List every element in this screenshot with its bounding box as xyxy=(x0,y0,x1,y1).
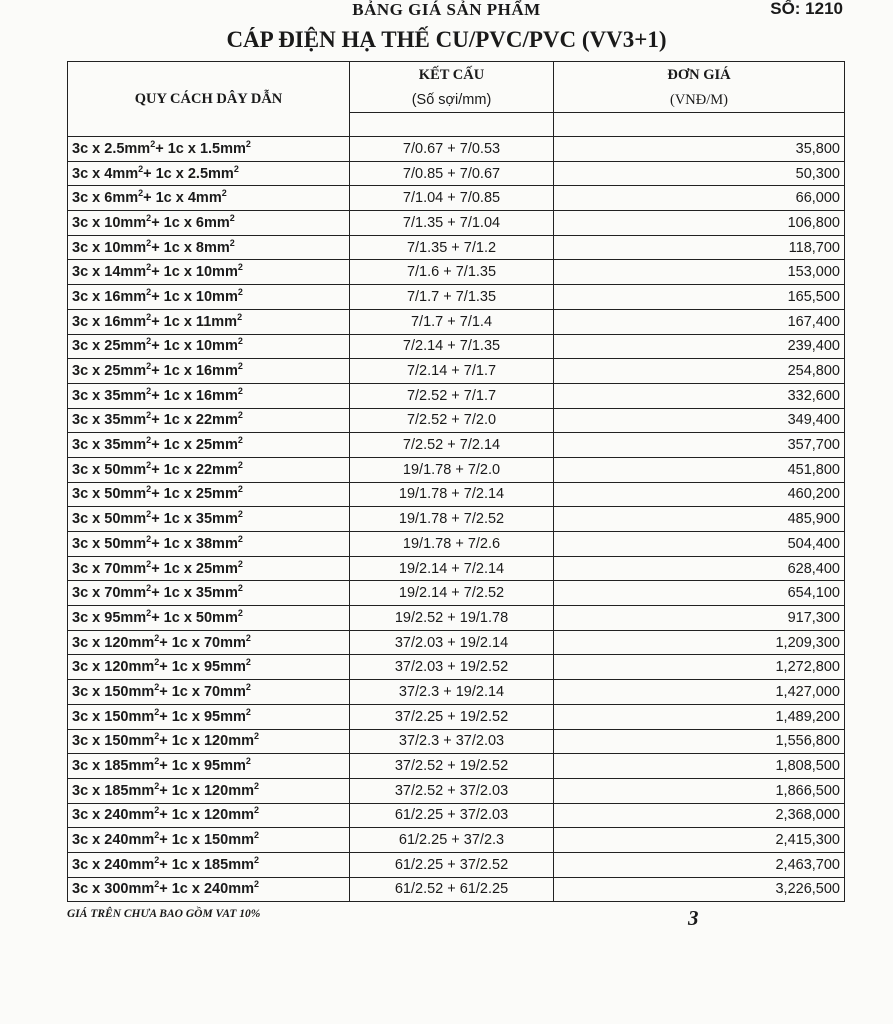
structure-cell: 7/0.85 + 7/0.67 xyxy=(350,161,554,186)
structure-cell: 19/2.52 + 19/1.78 xyxy=(350,606,554,631)
price-cell: 3,226,500 xyxy=(554,877,845,902)
spec-cell xyxy=(68,581,350,606)
header-structure-unit: (Số sợi/mm) xyxy=(350,88,554,113)
structure-cell: 7/2.52 + 7/2.0 xyxy=(350,408,554,433)
squared-superscript: 2 xyxy=(253,731,259,742)
table-row xyxy=(68,482,845,507)
spec-cell xyxy=(68,137,350,162)
spec-cell xyxy=(68,383,350,408)
price-cell: 451,800 xyxy=(554,457,845,482)
structure-cell: 19/2.14 + 7/2.14 xyxy=(350,556,554,581)
squared-superscript: 2 xyxy=(245,681,251,692)
structure-cell: 37/2.3 + 37/2.03 xyxy=(350,729,554,754)
squared-superscript: 2 xyxy=(245,138,251,149)
squared-superscript: 2 xyxy=(154,706,160,717)
squared-superscript: 2 xyxy=(245,657,251,668)
spec-main-conductor: 3c x 35mm xyxy=(72,412,147,429)
price-table xyxy=(67,61,845,902)
squared-superscript: 2 xyxy=(146,361,152,372)
table-row xyxy=(68,137,845,162)
squared-superscript: 2 xyxy=(154,756,160,767)
spec-neutral-conductor: + 1c x 6mm xyxy=(151,214,230,231)
squared-superscript: 2 xyxy=(146,336,152,347)
squared-superscript: 2 xyxy=(221,188,227,199)
price-cell: 332,600 xyxy=(554,383,845,408)
price-cell: 2,415,300 xyxy=(554,828,845,853)
table-row xyxy=(68,334,845,359)
spec-neutral-conductor: + 1c x 10mm xyxy=(151,338,238,355)
spec-main-conductor: 3c x 120mm xyxy=(72,634,155,651)
squared-superscript: 2 xyxy=(237,533,243,544)
table-row xyxy=(68,704,845,729)
spec-neutral-conductor: + 1c x 2.5mm xyxy=(143,165,234,182)
spec-cell xyxy=(68,359,350,384)
spec-main-conductor: 3c x 150mm xyxy=(72,733,155,750)
spec-cell xyxy=(68,828,350,853)
structure-cell: 19/1.78 + 7/2.14 xyxy=(350,482,554,507)
spec-main-conductor: 3c x 25mm xyxy=(72,338,147,355)
table-row xyxy=(68,211,845,236)
structure-cell: 37/2.03 + 19/2.52 xyxy=(350,655,554,680)
table-body xyxy=(68,137,845,902)
spec-cell xyxy=(68,877,350,902)
table-row xyxy=(68,285,845,310)
spec-neutral-conductor: + 1c x 22mm xyxy=(151,461,238,478)
spec-main-conductor: 3c x 14mm xyxy=(72,264,147,281)
squared-superscript: 2 xyxy=(138,163,144,174)
table-row xyxy=(68,235,845,260)
spec-main-conductor: 3c x 150mm xyxy=(72,708,155,725)
table-row xyxy=(68,457,845,482)
spec-cell xyxy=(68,754,350,779)
vat-note: GIÁ TRÊN CHƯA BAO GỒM VAT 10% xyxy=(67,908,261,920)
squared-superscript: 2 xyxy=(237,607,243,618)
structure-cell: 7/2.52 + 7/1.7 xyxy=(350,383,554,408)
price-cell: 153,000 xyxy=(554,260,845,285)
squared-superscript: 2 xyxy=(146,385,152,396)
spec-neutral-conductor: + 1c x 22mm xyxy=(151,412,238,429)
squared-superscript: 2 xyxy=(237,435,243,446)
table-row xyxy=(68,852,845,877)
header-structure: KẾT CẤU xyxy=(350,62,554,89)
spec-neutral-conductor: + 1c x 38mm xyxy=(151,535,238,552)
table-row xyxy=(68,532,845,557)
structure-cell: 19/1.78 + 7/2.6 xyxy=(350,532,554,557)
structure-cell: 19/1.78 + 7/2.0 xyxy=(350,457,554,482)
spec-main-conductor: 3c x 2.5mm xyxy=(72,140,151,157)
squared-superscript: 2 xyxy=(237,509,243,520)
table-row xyxy=(68,433,845,458)
structure-cell: 37/2.25 + 19/2.52 xyxy=(350,704,554,729)
squared-superscript: 2 xyxy=(253,830,259,841)
spec-neutral-conductor: + 1c x 95mm xyxy=(159,659,246,676)
price-cell: 654,100 xyxy=(554,581,845,606)
spec-main-conductor: 3c x 70mm xyxy=(72,560,147,577)
spec-main-conductor: 3c x 185mm xyxy=(72,782,155,799)
spec-neutral-conductor: + 1c x 70mm xyxy=(159,683,246,700)
table-row xyxy=(68,581,845,606)
squared-superscript: 2 xyxy=(154,805,160,816)
squared-superscript: 2 xyxy=(237,410,243,421)
squared-superscript: 2 xyxy=(237,286,243,297)
squared-superscript: 2 xyxy=(154,830,160,841)
header-spec: QUY CÁCH DÂY DẪN xyxy=(68,62,350,137)
squared-superscript: 2 xyxy=(237,311,243,322)
table-row xyxy=(68,408,845,433)
table-row xyxy=(68,309,845,334)
squared-superscript: 2 xyxy=(146,435,152,446)
spec-cell xyxy=(68,211,350,236)
price-cell: 1,556,800 xyxy=(554,729,845,754)
spec-cell xyxy=(68,235,350,260)
spec-main-conductor: 3c x 300mm xyxy=(72,881,155,898)
structure-cell: 61/2.25 + 37/2.03 xyxy=(350,803,554,828)
squared-superscript: 2 xyxy=(146,311,152,322)
structure-cell: 19/2.14 + 7/2.52 xyxy=(350,581,554,606)
spec-main-conductor: 3c x 35mm xyxy=(72,437,147,454)
spec-main-conductor: 3c x 10mm xyxy=(72,239,147,256)
spec-neutral-conductor: + 1c x 10mm xyxy=(151,264,238,281)
spec-main-conductor: 3c x 4mm xyxy=(72,165,139,182)
spec-cell xyxy=(68,433,350,458)
price-cell: 349,400 xyxy=(554,408,845,433)
squared-superscript: 2 xyxy=(245,706,251,717)
table-row xyxy=(68,803,845,828)
spec-neutral-conductor: + 1c x 95mm xyxy=(159,758,246,775)
structure-cell: 37/2.52 + 19/2.52 xyxy=(350,754,554,779)
table-row xyxy=(68,161,845,186)
spec-main-conductor: 3c x 150mm xyxy=(72,683,155,700)
spec-neutral-conductor: + 1c x 70mm xyxy=(159,634,246,651)
table-row xyxy=(68,556,845,581)
table-row xyxy=(68,260,845,285)
spec-neutral-conductor: + 1c x 185mm xyxy=(159,856,254,873)
spec-cell xyxy=(68,285,350,310)
squared-superscript: 2 xyxy=(146,583,152,594)
table-row xyxy=(68,383,845,408)
spec-cell xyxy=(68,457,350,482)
structure-cell: 61/2.25 + 37/2.52 xyxy=(350,852,554,877)
squared-superscript: 2 xyxy=(146,484,152,495)
squared-superscript: 2 xyxy=(237,459,243,470)
squared-superscript: 2 xyxy=(233,163,239,174)
squared-superscript: 2 xyxy=(154,681,160,692)
table-row xyxy=(68,630,845,655)
price-cell: 165,500 xyxy=(554,285,845,310)
price-cell: 1,209,300 xyxy=(554,630,845,655)
spec-main-conductor: 3c x 10mm xyxy=(72,214,147,231)
squared-superscript: 2 xyxy=(237,558,243,569)
squared-superscript: 2 xyxy=(154,854,160,865)
spec-cell xyxy=(68,606,350,631)
spec-main-conductor: 3c x 240mm xyxy=(72,807,155,824)
price-cell: 2,368,000 xyxy=(554,803,845,828)
squared-superscript: 2 xyxy=(146,533,152,544)
structure-cell: 7/2.14 + 7/1.7 xyxy=(350,359,554,384)
squared-superscript: 2 xyxy=(253,780,259,791)
price-cell: 485,900 xyxy=(554,507,845,532)
table-row xyxy=(68,186,845,211)
price-cell: 50,300 xyxy=(554,161,845,186)
squared-superscript: 2 xyxy=(237,262,243,273)
page-number: 3 xyxy=(688,906,699,930)
spec-main-conductor: 3c x 16mm xyxy=(72,288,147,305)
price-cell: 504,400 xyxy=(554,532,845,557)
spec-main-conductor: 3c x 240mm xyxy=(72,856,155,873)
spec-neutral-conductor: + 1c x 150mm xyxy=(159,832,254,849)
price-cell: 1,866,500 xyxy=(554,778,845,803)
document-heading: BẢNG GIÁ SẢN PHẨM xyxy=(352,0,541,19)
spec-cell xyxy=(68,532,350,557)
squared-superscript: 2 xyxy=(146,262,152,273)
structure-cell: 7/1.35 + 7/1.2 xyxy=(350,235,554,260)
price-cell: 35,800 xyxy=(554,137,845,162)
spec-neutral-conductor: + 1c x 16mm xyxy=(151,387,238,404)
price-cell: 1,427,000 xyxy=(554,680,845,705)
spec-neutral-conductor: + 1c x 25mm xyxy=(151,560,238,577)
spec-cell xyxy=(68,729,350,754)
squared-superscript: 2 xyxy=(237,484,243,495)
spec-cell xyxy=(68,803,350,828)
squared-superscript: 2 xyxy=(229,237,235,248)
price-cell: 357,700 xyxy=(554,433,845,458)
spec-cell xyxy=(68,680,350,705)
structure-cell: 7/0.67 + 7/0.53 xyxy=(350,137,554,162)
squared-superscript: 2 xyxy=(229,212,235,223)
price-cell: 1,489,200 xyxy=(554,704,845,729)
squared-superscript: 2 xyxy=(154,632,160,643)
header-price: ĐƠN GIÁ xyxy=(554,62,845,89)
spec-neutral-conductor: + 1c x 16mm xyxy=(151,363,238,380)
header-blank-cell xyxy=(350,113,554,137)
table-row xyxy=(68,754,845,779)
spec-main-conductor: 3c x 50mm xyxy=(72,461,147,478)
squared-superscript: 2 xyxy=(146,607,152,618)
structure-cell: 7/1.7 + 7/1.35 xyxy=(350,285,554,310)
squared-superscript: 2 xyxy=(146,459,152,470)
squared-superscript: 2 xyxy=(253,854,259,865)
spec-neutral-conductor: + 1c x 120mm xyxy=(159,782,254,799)
structure-cell: 37/2.3 + 19/2.14 xyxy=(350,680,554,705)
spec-neutral-conductor: + 1c x 1.5mm xyxy=(155,140,246,157)
spec-main-conductor: 3c x 6mm xyxy=(72,190,139,207)
spec-main-conductor: 3c x 95mm xyxy=(72,609,147,626)
squared-superscript: 2 xyxy=(154,731,160,742)
squared-superscript: 2 xyxy=(150,138,156,149)
spec-cell xyxy=(68,260,350,285)
squared-superscript: 2 xyxy=(154,657,160,668)
structure-cell: 7/2.52 + 7/2.14 xyxy=(350,433,554,458)
spec-neutral-conductor: + 1c x 25mm xyxy=(151,486,238,503)
spec-neutral-conductor: + 1c x 25mm xyxy=(151,437,238,454)
squared-superscript: 2 xyxy=(154,780,160,791)
squared-superscript: 2 xyxy=(154,879,160,890)
structure-cell: 61/2.52 + 61/2.25 xyxy=(350,877,554,902)
spec-neutral-conductor: + 1c x 35mm xyxy=(151,585,238,602)
squared-superscript: 2 xyxy=(146,286,152,297)
header-blank-cell xyxy=(554,113,845,137)
table-row xyxy=(68,507,845,532)
spec-main-conductor: 3c x 50mm xyxy=(72,511,147,528)
price-cell: 254,800 xyxy=(554,359,845,384)
price-cell: 66,000 xyxy=(554,186,845,211)
table-row xyxy=(68,828,845,853)
structure-cell: 37/2.03 + 19/2.14 xyxy=(350,630,554,655)
squared-superscript: 2 xyxy=(237,336,243,347)
structure-cell: 37/2.52 + 37/2.03 xyxy=(350,778,554,803)
spec-main-conductor: 3c x 35mm xyxy=(72,387,147,404)
header-price-unit: (VNĐ/M) xyxy=(554,88,845,113)
price-cell: 628,400 xyxy=(554,556,845,581)
structure-cell: 19/1.78 + 7/2.52 xyxy=(350,507,554,532)
spec-cell xyxy=(68,408,350,433)
spec-main-conductor: 3c x 70mm xyxy=(72,585,147,602)
spec-neutral-conductor: + 1c x 11mm xyxy=(151,313,238,330)
squared-superscript: 2 xyxy=(146,558,152,569)
price-cell: 1,808,500 xyxy=(554,754,845,779)
spec-cell xyxy=(68,186,350,211)
spec-main-conductor: 3c x 16mm xyxy=(72,313,147,330)
structure-cell: 7/2.14 + 7/1.35 xyxy=(350,334,554,359)
spec-cell xyxy=(68,309,350,334)
spec-cell xyxy=(68,778,350,803)
table-row xyxy=(68,778,845,803)
spec-main-conductor: 3c x 240mm xyxy=(72,832,155,849)
spec-neutral-conductor: + 1c x 120mm xyxy=(159,807,254,824)
spec-cell xyxy=(68,556,350,581)
structure-cell: 7/1.7 + 7/1.4 xyxy=(350,309,554,334)
spec-main-conductor: 3c x 120mm xyxy=(72,659,155,676)
squared-superscript: 2 xyxy=(253,805,259,816)
document-number: SỐ: 1210 xyxy=(770,0,843,18)
structure-cell: 61/2.25 + 37/2.3 xyxy=(350,828,554,853)
squared-superscript: 2 xyxy=(146,237,152,248)
price-cell: 239,400 xyxy=(554,334,845,359)
squared-superscript: 2 xyxy=(146,509,152,520)
squared-superscript: 2 xyxy=(245,632,251,643)
spec-cell xyxy=(68,655,350,680)
spec-cell xyxy=(68,507,350,532)
spec-main-conductor: 3c x 50mm xyxy=(72,486,147,503)
spec-neutral-conductor: + 1c x 35mm xyxy=(151,511,238,528)
spec-neutral-conductor: + 1c x 240mm xyxy=(159,881,254,898)
squared-superscript: 2 xyxy=(253,879,259,890)
spec-cell xyxy=(68,161,350,186)
structure-cell: 7/1.35 + 7/1.04 xyxy=(350,211,554,236)
price-cell: 1,272,800 xyxy=(554,655,845,680)
spec-main-conductor: 3c x 25mm xyxy=(72,363,147,380)
squared-superscript: 2 xyxy=(245,756,251,767)
price-cell: 106,800 xyxy=(554,211,845,236)
table-row xyxy=(68,606,845,631)
spec-neutral-conductor: + 1c x 4mm xyxy=(143,190,222,207)
price-cell: 118,700 xyxy=(554,235,845,260)
squared-superscript: 2 xyxy=(237,361,243,372)
table-row xyxy=(68,877,845,902)
page-title: CÁP ĐIỆN HẠ THẾ CU/PVC/PVC (VV3+1) xyxy=(226,27,667,52)
price-cell: 167,400 xyxy=(554,309,845,334)
table-row xyxy=(68,680,845,705)
price-cell: 2,463,700 xyxy=(554,852,845,877)
spec-cell xyxy=(68,482,350,507)
squared-superscript: 2 xyxy=(138,188,144,199)
spec-cell xyxy=(68,852,350,877)
spec-neutral-conductor: + 1c x 10mm xyxy=(151,288,238,305)
squared-superscript: 2 xyxy=(237,385,243,396)
spec-neutral-conductor: + 1c x 8mm xyxy=(151,239,230,256)
table-row xyxy=(68,729,845,754)
price-cell: 460,200 xyxy=(554,482,845,507)
spec-cell xyxy=(68,704,350,729)
spec-neutral-conductor: + 1c x 95mm xyxy=(159,708,246,725)
spec-neutral-conductor: + 1c x 120mm xyxy=(159,733,254,750)
squared-superscript: 2 xyxy=(146,410,152,421)
spec-neutral-conductor: + 1c x 50mm xyxy=(151,609,238,626)
table-row xyxy=(68,359,845,384)
table-row xyxy=(68,655,845,680)
price-cell: 917,300 xyxy=(554,606,845,631)
spec-main-conductor: 3c x 185mm xyxy=(72,758,155,775)
squared-superscript: 2 xyxy=(237,583,243,594)
structure-cell: 7/1.04 + 7/0.85 xyxy=(350,186,554,211)
spec-cell xyxy=(68,630,350,655)
spec-main-conductor: 3c x 50mm xyxy=(72,535,147,552)
structure-cell: 7/1.6 + 7/1.35 xyxy=(350,260,554,285)
spec-cell xyxy=(68,334,350,359)
squared-superscript: 2 xyxy=(146,212,152,223)
